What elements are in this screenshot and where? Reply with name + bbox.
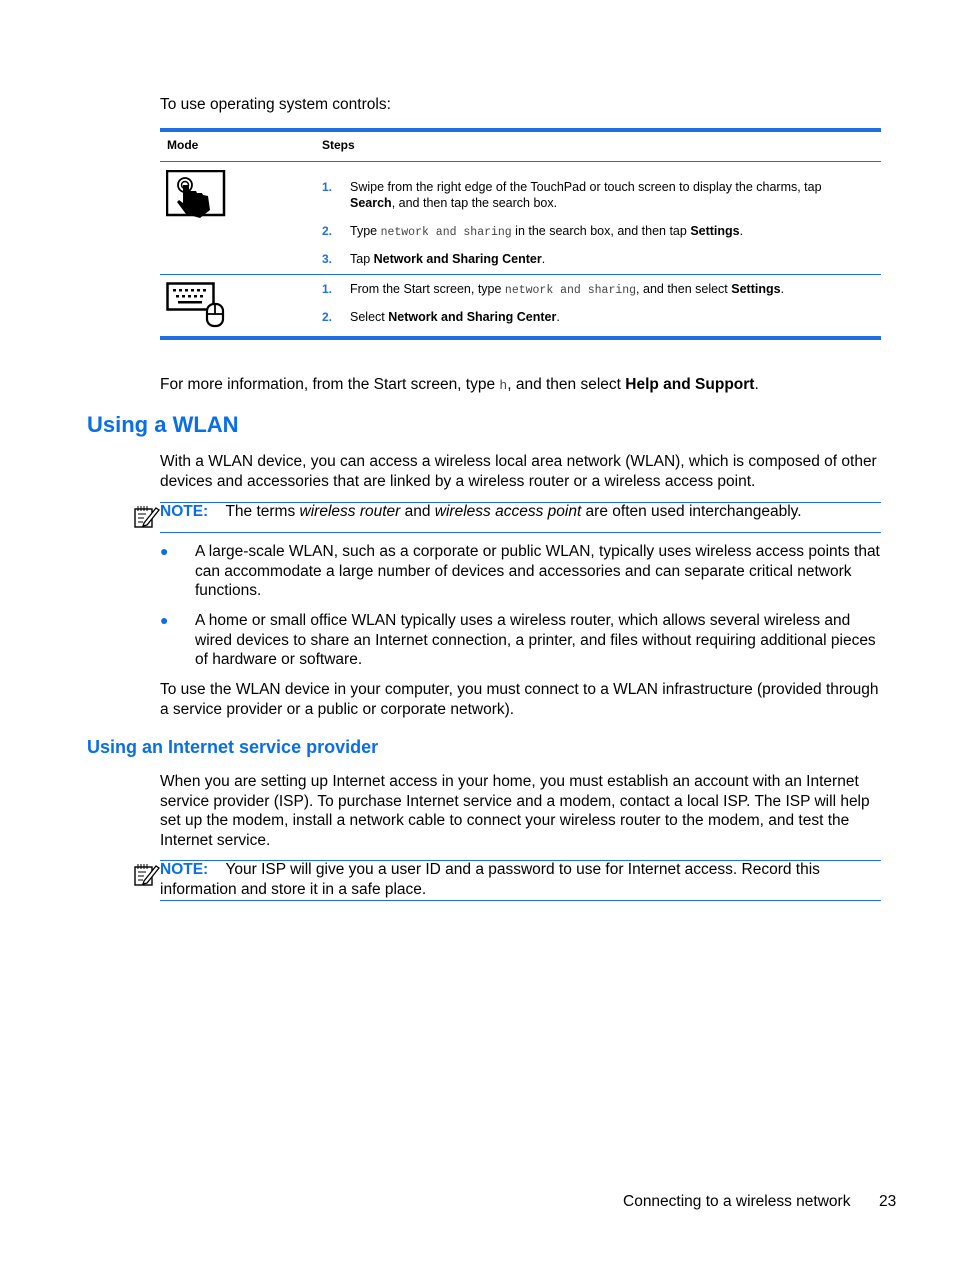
keyboard-step-1-number: 1.: [322, 282, 333, 296]
touch-step-3-number: 3.: [322, 252, 333, 266]
keyboard-mouse-icon: [166, 282, 228, 328]
isp-paragraph: When you are setting up Internet access in your home, you must establish an account with an Internet service provider (ISP). To purchase Internet service and a modem, contact a local ISP. The ISP will help set up the modem, install a network cable to connect your wireless router to the modem, and test the Internet service.: [160, 773, 870, 849]
os-controls-table: [160, 128, 881, 342]
keyboard-step-2-number: 2.: [322, 310, 333, 324]
wlan-note: NOTE: The terms wireless router and wireless access point are often used interchangeably.: [160, 503, 802, 520]
isp-note: NOTE: Your ISP will give you a user ID and a password to use for Internet access. Record this information and store it in a safe place.: [160, 861, 820, 898]
touch-step-1-text: Swipe from the right edge of the TouchPad or touch screen to display the charms, tap Search, and then tap the search box.: [350, 180, 822, 210]
bullet-item-home-office: A home or small office WLAN typically uses a wireless router, which allows several wireless and wired devices to share an Internet connection, a printer, and files without requiring additional pieces of hardware or software.: [195, 612, 876, 668]
table-header-rule: [160, 161, 881, 162]
touch-step-1-number: 1.: [322, 180, 333, 194]
table-header-steps: Steps: [322, 138, 355, 152]
footer-page-number: 23: [879, 1193, 897, 1210]
footer-chapter: Connecting to a wireless network: [623, 1193, 851, 1210]
note-pencil-icon: [134, 505, 160, 529]
table-top-rule: [160, 128, 881, 132]
bullet-marker: ●: [160, 543, 169, 559]
section-title-isp: Using an Internet service provider: [87, 737, 379, 757]
wlan-paragraph: With a WLAN device, you can access a wireless local area network (WLAN), which is composed of other devices and accessories that are linked by a wireless router or a wireless access point.: [160, 453, 877, 490]
intro-text: To use operating system controls:: [160, 96, 391, 113]
touch-step-3-text: Tap Network and Sharing Center.: [350, 252, 546, 266]
bullet-marker: ●: [160, 612, 169, 628]
section-title-wlan: Using a WLAN: [87, 412, 239, 437]
keyboard-step-1-text: From the Start screen, type network and sharing, and then select Settings.: [350, 282, 785, 297]
note-bottom-rule: [160, 532, 881, 533]
touch-gesture-icon: [166, 170, 228, 224]
note-pencil-icon: [134, 863, 160, 887]
more-info-text: For more information, from the Start screen, type h, and then select Help and Support.: [160, 376, 759, 393]
keyboard-step-2-text: Select Network and Sharing Center.: [350, 310, 560, 324]
table-header-mode: Mode: [167, 138, 199, 152]
bullet-item-large-scale: A large-scale WLAN, such as a corporate or public WLAN, typically uses wireless access points that can accommodate a large number of devices and accessories and can separate critical network functions.: [195, 543, 880, 599]
table-row-rule: [160, 274, 881, 275]
touch-step-2-text: Type network and sharing in the search box, and then tap Settings.: [350, 224, 744, 239]
table-bottom-rule: [160, 336, 881, 340]
wlan-infrastructure-paragraph: To use the WLAN device in your computer, you must connect to a WLAN infrastructure (provided through a service provider or a public or corporate network).: [160, 681, 879, 718]
note-bottom-rule: [160, 900, 881, 901]
touch-step-2-number: 2.: [322, 224, 333, 238]
